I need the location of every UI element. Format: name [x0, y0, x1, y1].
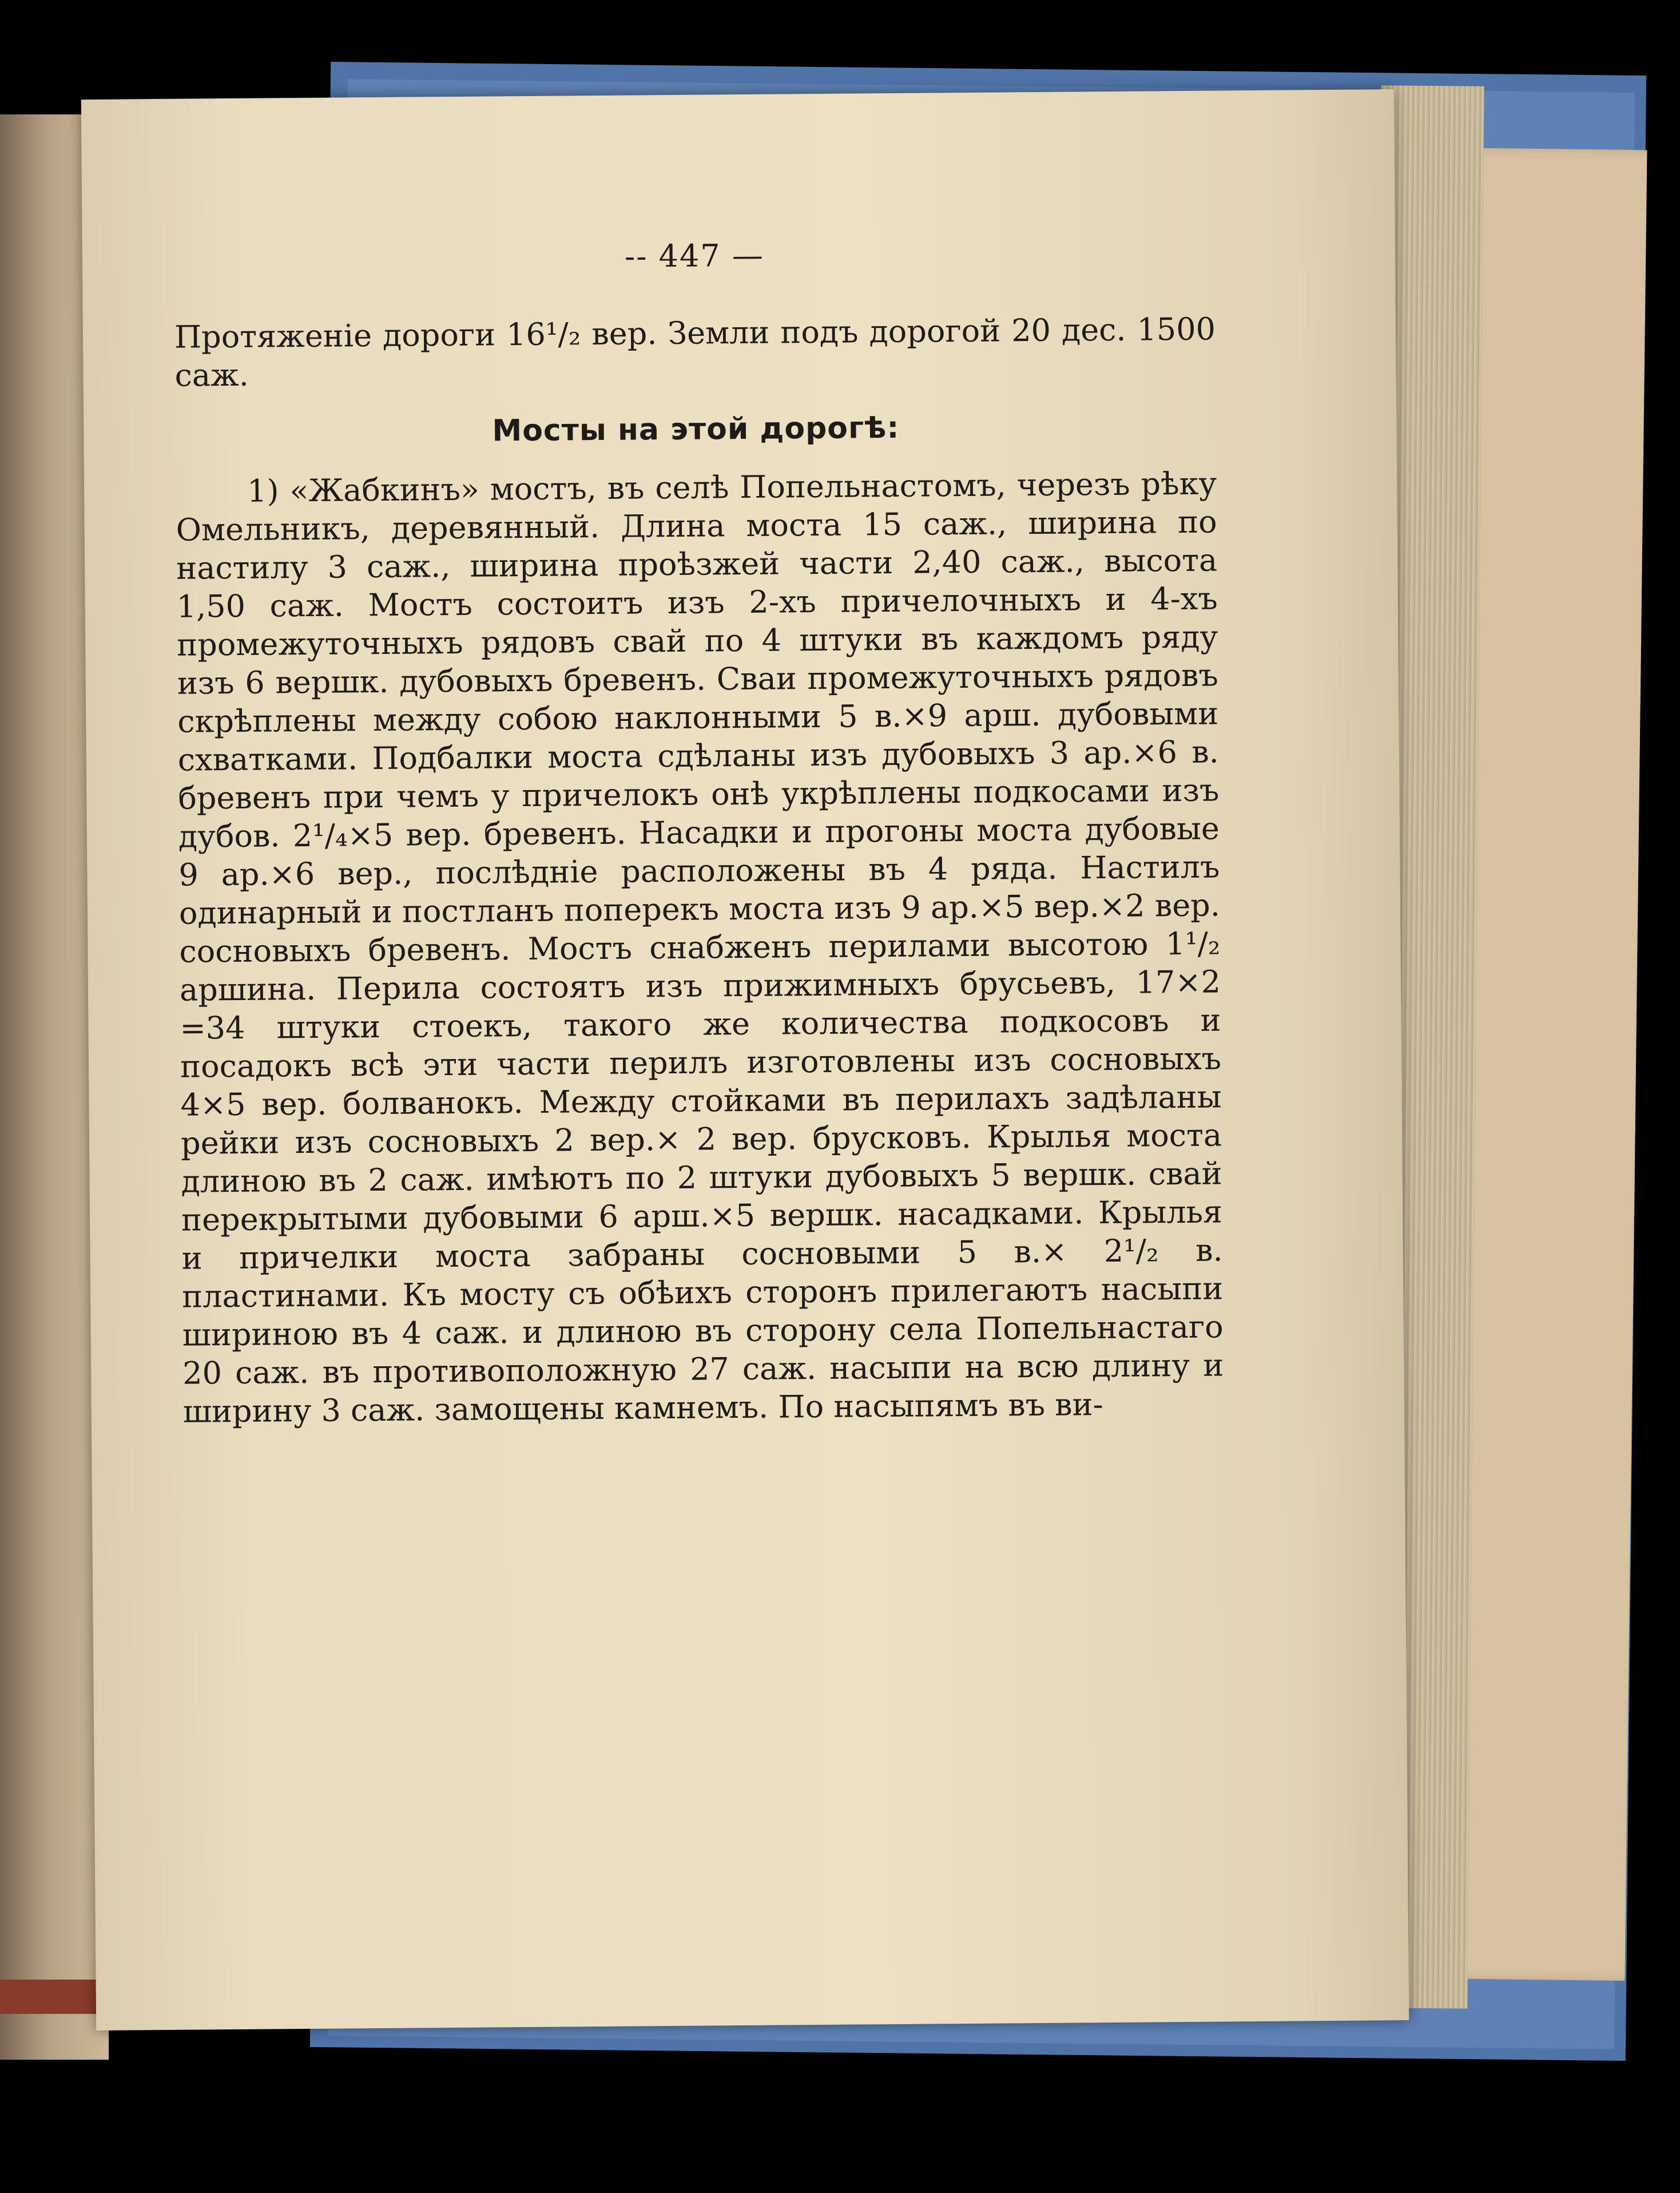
section-heading: Мосты на этой дорогѣ: [492, 410, 900, 449]
book-page [81, 89, 1409, 2031]
page-number: -- 447 — [624, 237, 765, 275]
intro-paragraph: Протяженіе дороги 16¹/₂ вер. Земли подъ дорогой 20 дес. 1500 саж. [174, 311, 1216, 394]
page-content [174, 234, 1224, 1431]
body-paragraph: 1) «Жабкинъ» мостъ, въ селѣ Попельнастомъ, черезъ рѣку Омельникъ, деревянный. Длина моста 15 саж., ширина по настилу 3 саж., ширина проѣзжей части 2,40 саж., высота 1,50 саж. Мостъ состоитъ изъ 2-хъ причелочныхъ и 4-хъ промежуточныхъ рядовъ свай по 4 штуки въ каждомъ ряду изъ 6 вершк. дубовыхъ бревенъ. Сваи промежуточныхъ рядовъ скрѣплены между собою наклонными 5 в.×9 арш. дубовыми схватками. Подбалки моста сдѣланы изъ дубовыхъ 3 ар.×6 в. бревенъ при чемъ у причелокъ онѣ укрѣплены подкосами изъ дубов. 2¹/₄×5 вер. бревенъ. Насадки и прогоны моста дубовые 9 ар.×6 вер., послѣдніе расположены въ 4 ряда. Настилъ одинарный и постланъ поперекъ моста изъ 9 ар.×5 вер.×2 вер. сосновыхъ бревенъ. Мостъ снабженъ перилами высотою 1¹/₂ аршина. Перила состоятъ изъ прижимныхъ брусьевъ, 17×2 =34 штуки стоекъ, такого же количества подкосовъ и посадокъ всѣ эти части перилъ изготовлены изъ сосновыхъ 4×5 вер. болванокъ. Между стойками въ перилахъ задѣланы рейки изъ сосновыхъ 2 вер.× 2 вер. брусковъ. Крылья моста длиною въ 2 саж. имѣютъ по 2 штуки дубовыхъ 5 вершк. свай перекрытыми дубовыми 6 арш.×5 вершк. насадками. Крылья и причелки моста забраны сосновыми 5 в.× 2¹/₂ в. пластинами. Къ мосту съ обѣихъ сторонъ прилегаютъ насыпи шириною въ 4 саж. и длиною въ сторону села Попельнастаго 20 саж. въ противоположную 27 саж. насыпи на всю длину и ширину 3 саж. замощены камнемъ. По насыпямъ въ ви- [176, 465, 1224, 1430]
